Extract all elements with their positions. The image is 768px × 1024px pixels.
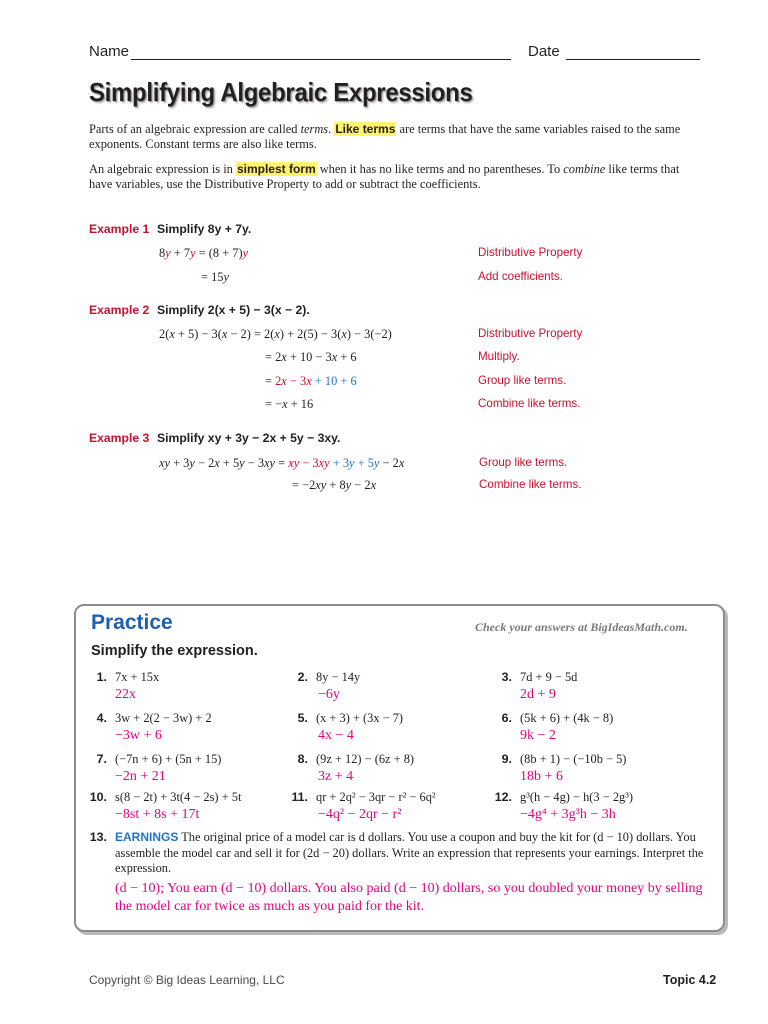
footer-copyright: Copyright © Big Ideas Learning, LLC (89, 973, 285, 987)
date-line[interactable] (566, 59, 700, 60)
practice-instruction: Simplify the expression. (91, 643, 258, 659)
name-line[interactable] (131, 59, 511, 60)
problem-1-question: 7x + 15x (115, 670, 160, 684)
problem-11-number: 11. (291, 790, 308, 804)
example-1-step-1: 8y + 7y = (8 + 7)y (159, 246, 249, 260)
problem-4-question: 3w + 2(2 − 3w) + 2 (115, 711, 212, 725)
problem-7-question: (−7n + 6) + (5n + 15) (115, 752, 222, 766)
example-3-reason-1: Group like terms. (479, 456, 568, 469)
problem-6-question: (5k + 6) + (4k − 8) (520, 711, 614, 725)
example-1-problem: Simplify 8y + 7y. (157, 222, 252, 236)
problem-3-number: 3. (501, 670, 512, 684)
problem-13-answer: (d − 10); You earn (d − 10) dollars. You also paid (d − 10) dollars, so you doubled your money by selling the model car for twice as much as you paid for the kit. (115, 881, 703, 914)
example-3-reason-2: Combine like terms. (479, 478, 582, 491)
problem-9-question: (8b + 1) − (−10b − 5) (520, 752, 627, 766)
problem-9-number: 9. (501, 752, 512, 766)
problem-4-number: 4. (96, 711, 107, 725)
example-2-reason-4: Combine like terms. (478, 397, 581, 410)
example-2-reason-3: Group like terms. (478, 374, 567, 387)
problem-8-question: (9z + 12) − (6z + 8) (316, 752, 415, 766)
problem-1-number: 1. (96, 670, 107, 684)
problem-12-answer: −4g⁴ + 3g³h − 3h (520, 807, 616, 822)
example-2-reason-2: Multiply. (478, 350, 520, 363)
example-1-reason-2: Add coefficients. (478, 270, 563, 283)
intro-paragraph-2: An algebraic expression is in simplest form when it has no like terms and no parentheses. To combine like terms that have variables, use the Distributive Property to add or subtract the coefficients. (89, 162, 680, 191)
problem-12-number: 12. (494, 790, 512, 804)
problem-11-question: qr + 2q² − 3qr − r² − 6q² (316, 790, 436, 804)
example-2-step-4: = −x + 16 (265, 397, 314, 411)
problem-10-question: s(8 − 2t) + 3t(4 − 2s) + 5t (115, 790, 242, 804)
problem-6-answer: 9k − 2 (520, 728, 556, 743)
problem-12-question: g³(h − 4g) − h(3 − 2g³) (520, 790, 634, 804)
problem-1-answer: 22x (115, 687, 136, 702)
problem-5-question: (x + 3) + (3x − 7) (316, 711, 404, 725)
earnings-question: The original price of a model car is d dollars. You use a coupon and buy the kit for (d − 10) dollars. You assemble the model car and sell it for (2d − 20) dollars. Write an expression that represents your earnings. Interpret the expression. (115, 830, 704, 875)
example-2-problem: Simplify 2(x + 5) − 3(x − 2). (157, 303, 310, 317)
problem-6-number: 6. (501, 711, 512, 725)
page-title: Simplifying Algebraic Expressions (89, 77, 473, 107)
simplest-form-highlight: simplest form (236, 162, 316, 176)
problem-11-answer: −4q² − 2qr − r² (318, 807, 402, 822)
intro-paragraph-1: Parts of an algebraic expression are called terms. Like terms are terms that have the same variables raised to the same exponents. Constant terms are also like terms. (89, 122, 681, 151)
problem-8-number: 8. (297, 752, 308, 766)
example-3-step-2: = −2xy + 8y − 2x (292, 478, 377, 492)
example-1-label: Example 1 (89, 222, 150, 236)
problem-7-number: 7. (96, 752, 107, 766)
problem-9-answer: 18b + 6 (520, 769, 563, 784)
problem-2-answer: −6y (318, 687, 340, 702)
problem-10-number: 10. (89, 790, 107, 804)
like-terms-highlight: Like terms (335, 122, 396, 136)
example-3-label: Example 3 (89, 431, 150, 445)
earnings-label: EARNINGS (115, 830, 179, 844)
problem-5-answer: 4x − 4 (318, 728, 354, 743)
problem-4-answer: −3w + 6 (115, 728, 162, 743)
problem-2-question: 8y − 14y (316, 670, 361, 684)
name-label: Name (89, 43, 130, 60)
footer-topic: Topic 4.2 (663, 973, 717, 987)
problem-5-number: 5. (297, 711, 308, 725)
problem-13-number: 13. (89, 830, 107, 844)
date-label: Date (528, 43, 560, 60)
example-3-step-1: xy + 3y − 2x + 5y − 3xy = xy − 3xy + 3y + 5y − 2x (159, 456, 405, 470)
problem-10-answer: −8st + 8s + 17t (115, 807, 200, 822)
example-2-step-2: = 2x + 10 − 3x + 6 (265, 350, 357, 364)
example-3-problem: Simplify xy + 3y − 2x + 5y − 3xy. (157, 431, 341, 445)
problem-8-answer: 3z + 4 (318, 769, 354, 784)
problem-13-text (115, 830, 710, 877)
example-2-step-1: 2(x + 5) − 3(x − 2) = 2(x) + 2(5) − 3(x) − 3(−2) (159, 327, 392, 341)
example-2-label: Example 2 (89, 303, 150, 317)
problem-3-question: 7d + 9 − 5d (520, 670, 578, 684)
example-2-step-3: = 2x − 3x + 10 + 6 (265, 374, 357, 388)
example-1-step-2: = 15y (201, 270, 229, 284)
practice-title: Practice (91, 611, 173, 634)
problem-3-answer: 2d + 9 (520, 687, 556, 702)
problem-7-answer: −2n + 21 (115, 769, 166, 784)
example-1-reason-1: Distributive Property (478, 246, 583, 259)
problem-2-number: 2. (297, 670, 308, 684)
example-2-reason-1: Distributive Property (478, 327, 583, 340)
practice-note: Check your answers at BigIdeasMath.com. (475, 620, 688, 634)
